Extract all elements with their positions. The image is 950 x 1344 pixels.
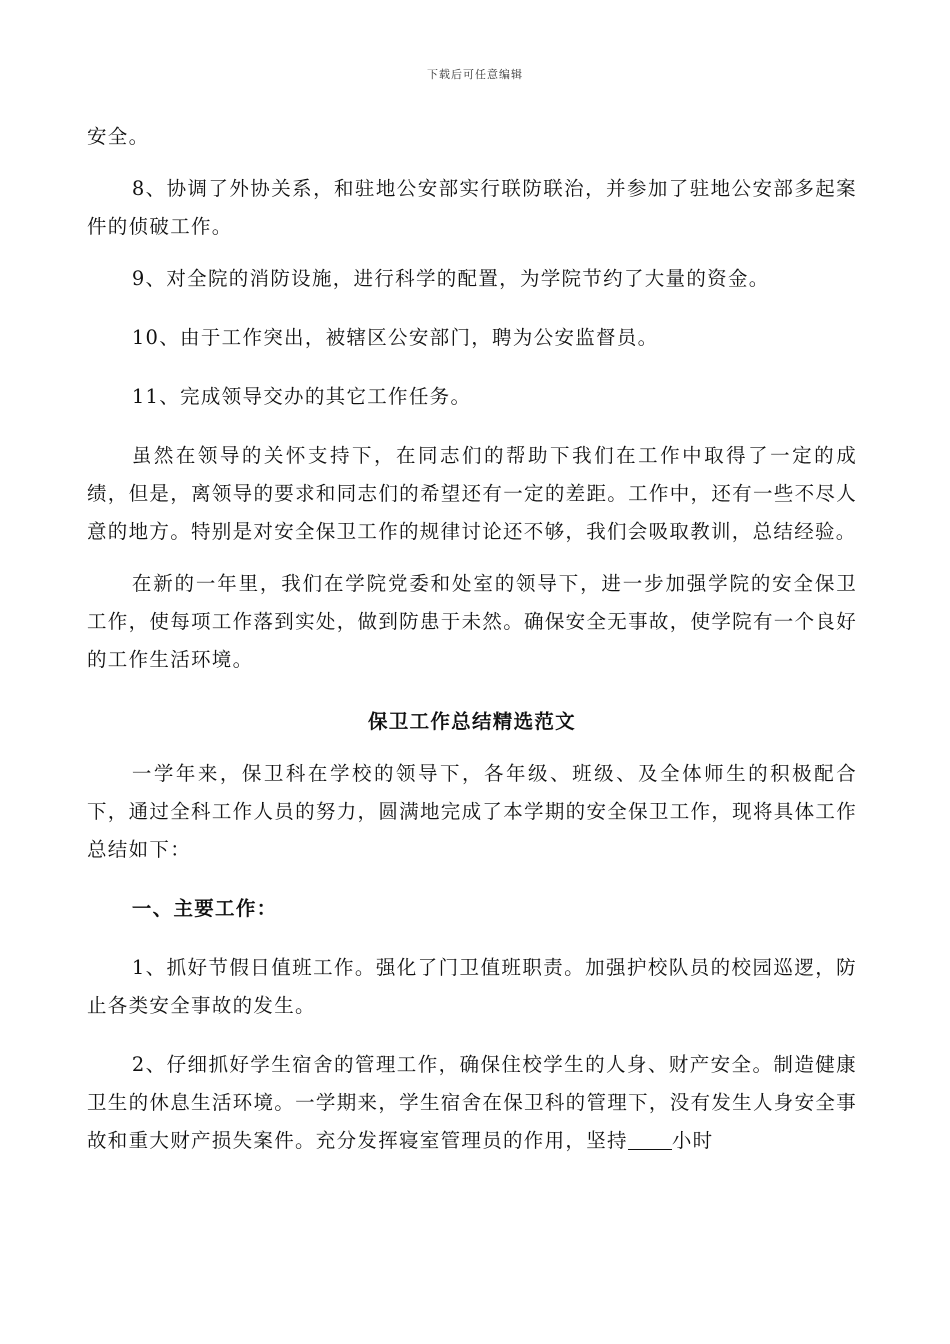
fill-in-blank xyxy=(628,1129,672,1150)
section-heading-main-work: 一、主要工作： xyxy=(131,897,278,920)
work-item-2 xyxy=(87,1046,857,1160)
list-item-8: 8、协调了外协关系，和驻地公安部实行联防联治，并参加了驻地公安部多起案件的侦破工作。 xyxy=(87,177,857,238)
work-item-2-text: 2、仔细抓好学生宿舍的管理工作，确保住校学生的人身、财产安全。制造健康卫生的休息生活环境。一学期来，学生宿舍在保卫科的管理下，没有发生人身安全事故和重大财产损失案件。充分发挥寝室管理员的作用，坚持 xyxy=(87,1053,857,1152)
section-title: 保卫工作总结精选范文 xyxy=(367,710,576,733)
document-body xyxy=(87,118,857,1160)
paragraph-summary: 虽然在领导的关怀支持下，在同志们的帮助下我们在工作中取得了一定的成绩，但是，离领导的要求和同志们的希望还有一定的差距。工作中，还有一些不尽人意的地方。特别是对安全保卫工作的规律讨论还不够，我们会吸取教训，总结经验。 xyxy=(87,444,857,543)
paragraph-continuation: 安全。 xyxy=(87,125,150,148)
paragraph-intro: 一学年来，保卫科在学校的领导下，各年级、班级、及全体师生的积极配合下，通过全科工作人员的努力，圆满地完成了本学期的安全保卫工作，现将具体工作总结如下： xyxy=(87,762,857,861)
list-item-11: 11、完成领导交办的其它工作任务。 xyxy=(131,385,472,408)
list-item-9: 9、对全院的消防设施，进行科学的配置，为学院节约了大量的资金。 xyxy=(131,267,770,290)
paragraph-new-year: 在新的一年里，我们在学院党委和处室的领导下，进一步加强学院的安全保卫工作，使每项工作落到实处，做到防患于未然。确保安全无事故，使学院有一个良好的工作生活环境。 xyxy=(87,572,857,671)
work-item-1: 1、抓好节假日值班工作。强化了门卫值班职责。加强护校队员的校园巡逻，防止各类安全事故的发生。 xyxy=(87,956,857,1017)
page-header-note: 下载后可任意编辑 xyxy=(427,68,523,81)
list-item-10: 10、由于工作突出，被辖区公安部门，聘为公安监督员。 xyxy=(131,326,659,349)
work-item-2-tail: 小时 xyxy=(671,1129,714,1152)
